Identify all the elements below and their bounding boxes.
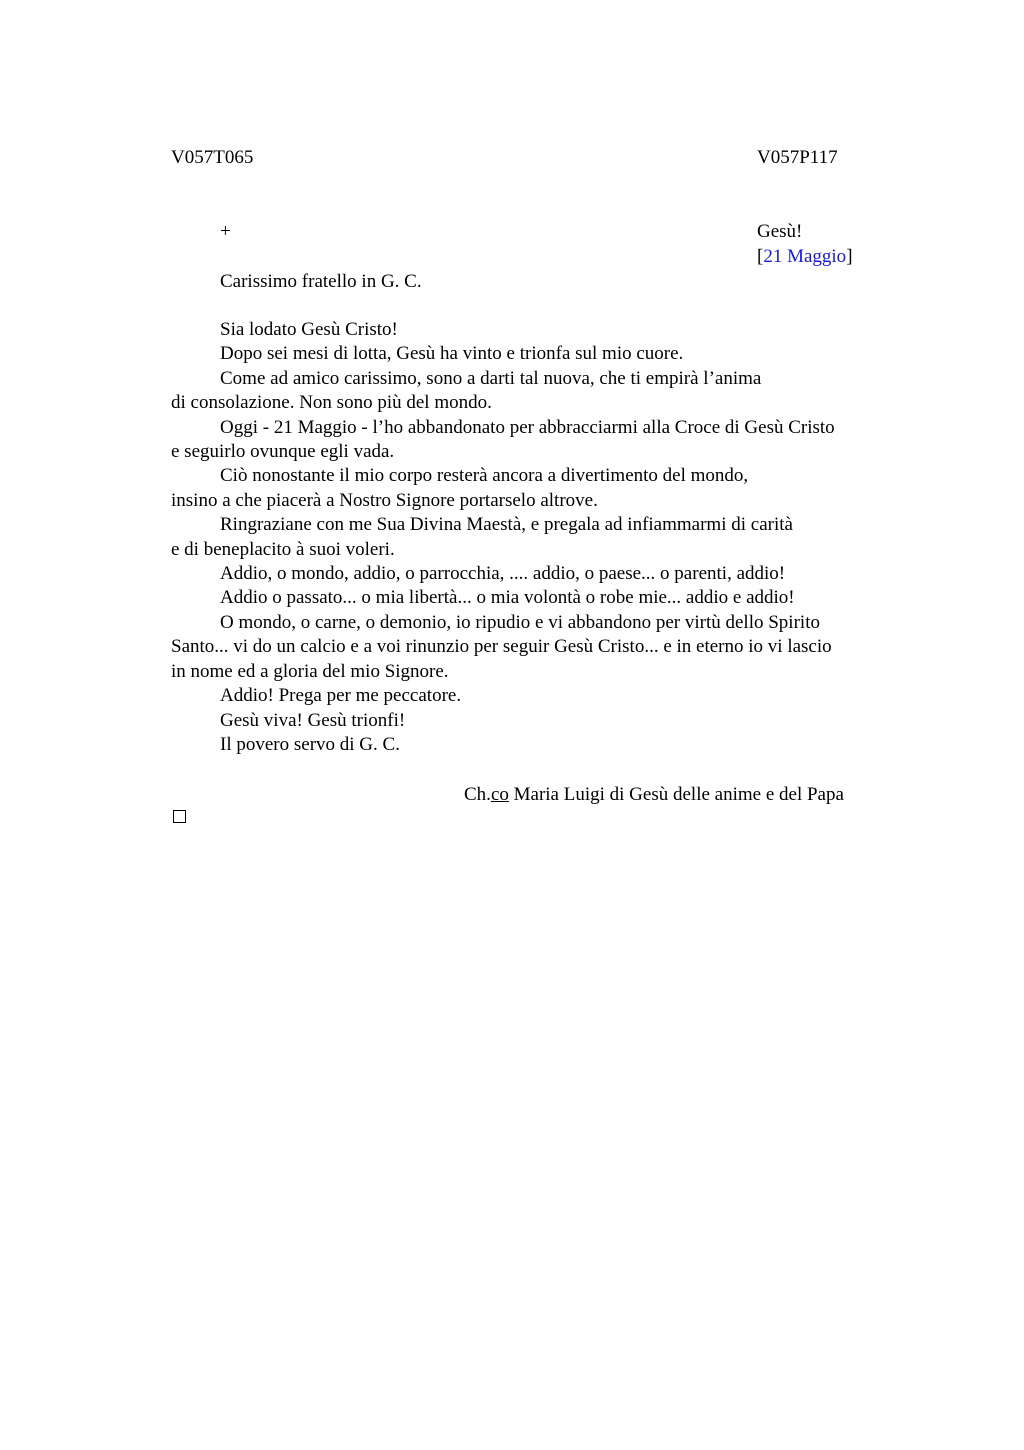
date-bracket-open: [ bbox=[757, 246, 764, 267]
paragraph-line: Come ad amico carissimo, sono a darti tal nuova, che ti empirà l’anima bbox=[220, 367, 762, 389]
letter-paragraph bbox=[171, 318, 891, 342]
signature bbox=[464, 783, 844, 807]
paragraph-line: O mondo, o carne, o demonio, io ripudio e vi abbandono per virtù dello Spirito bbox=[220, 611, 820, 633]
salutation: Carissimo fratello in G. C. bbox=[220, 271, 422, 292]
date-link[interactable]: 21 Maggio bbox=[763, 246, 847, 267]
paragraph-line: Addio! Prega per me peccatore. bbox=[220, 685, 462, 707]
letter-paragraph bbox=[171, 367, 891, 416]
letter-paragraph bbox=[171, 513, 891, 562]
paragraph-line: Ciò nonostante il mio corpo resterà ancora a divertimento del mondo, bbox=[220, 465, 749, 487]
paragraph-line: e seguirlo ovunque egli vada. bbox=[171, 441, 395, 463]
paragraph-line: Addio o passato... o mia libertà... o mia volontà o robe mie... addio e addio! bbox=[220, 587, 795, 609]
signature-prefix: Ch. bbox=[464, 784, 491, 805]
invocation: Gesù! bbox=[757, 221, 803, 242]
paragraph-line: di consolazione. Non sono più del mondo. bbox=[171, 392, 492, 414]
paragraph-line: Dopo sei mesi di lotta, Gesù ha vinto e trionfa sul mio cuore. bbox=[220, 343, 684, 365]
paragraph-line: e di beneplacito à suoi voleri. bbox=[171, 538, 395, 560]
paragraph-line: Oggi - 21 Maggio - l’ho abbandonato per abbracciarmi alla Croce di Gesù Cristo bbox=[220, 416, 835, 438]
paragraph-line: Addio, o mondo, addio, o parrocchia, .... addio, o paese... o parenti, addio! bbox=[220, 563, 786, 585]
document-code-right: V057P117 bbox=[757, 147, 838, 168]
letter-paragraph bbox=[171, 733, 891, 757]
letter-paragraph bbox=[171, 611, 891, 684]
letter-paragraph bbox=[171, 464, 891, 513]
paragraph-line: insino a che piacerà a Nostro Signore portarselo altrove. bbox=[171, 489, 598, 511]
letter-paragraph bbox=[171, 586, 891, 610]
document-code-left: V057T065 bbox=[171, 147, 254, 168]
paragraph-line: Santo... vi do un calcio e a voi rinunzio per seguir Gesù Cristo... e in eterno io vi lascio bbox=[171, 636, 832, 658]
paragraph-line: Ringraziane con me Sua Divina Maestà, e pregala ad infiammarmi di carità bbox=[220, 514, 793, 536]
paragraph-line: Il povero servo di G. C. bbox=[220, 733, 400, 755]
letter-paragraph bbox=[171, 709, 891, 733]
letter-paragraph bbox=[171, 684, 891, 708]
end-of-document-box bbox=[173, 810, 186, 823]
letter-date bbox=[757, 245, 853, 269]
paragraph-line: in nome ed a gloria del mio Signore. bbox=[171, 660, 449, 682]
letter-paragraph bbox=[171, 562, 891, 586]
date-bracket-close: ] bbox=[846, 246, 853, 267]
paragraph-line: Gesù viva! Gesù trionfi! bbox=[220, 709, 406, 731]
letter-paragraph bbox=[171, 416, 891, 465]
letter-paragraph bbox=[171, 342, 891, 366]
letter-body bbox=[171, 318, 891, 757]
paragraph-line: Sia lodato Gesù Cristo! bbox=[220, 319, 398, 340]
signature-name: Maria Luigi di Gesù delle anime e del Papa bbox=[508, 784, 844, 805]
signature-abbreviation: co bbox=[490, 784, 509, 805]
cross-mark: + bbox=[220, 221, 231, 242]
